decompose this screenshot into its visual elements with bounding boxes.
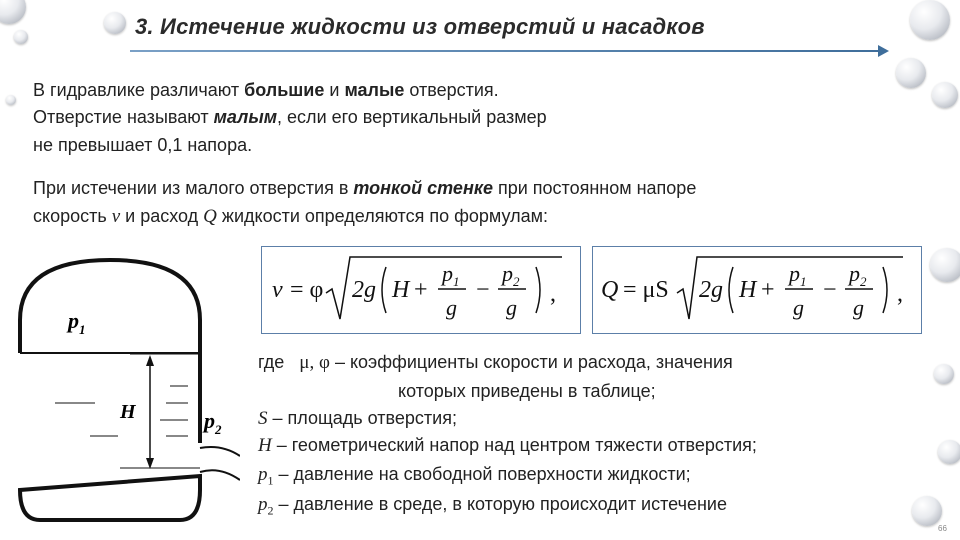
title-arrow-icon <box>878 45 889 57</box>
svg-text:g: g <box>793 295 804 320</box>
svg-text:+: + <box>414 277 428 303</box>
velocity-formula-box <box>261 246 581 334</box>
svg-text:g: g <box>853 295 864 320</box>
svg-text:2g: 2g <box>352 277 376 303</box>
legend-p2: $p_2$ – давление в среде, в которую происходит истечение <box>258 494 727 518</box>
decorative-bubble <box>104 12 126 34</box>
decorative-bubble <box>910 0 950 40</box>
intro-line-2: Отверстие называют малым, если его вертикальный размер <box>33 107 547 127</box>
svg-text:2g: 2g <box>699 277 723 303</box>
legend-head: H – геометрический напор над центром тяжести отверстия; <box>258 435 757 456</box>
title-underline <box>130 50 882 52</box>
svg-text:Q: Q <box>601 277 619 303</box>
slide-title: 3. Истечение жидкости из отверстий и насадков <box>135 14 705 39</box>
svg-text:,: , <box>897 281 903 307</box>
legend-coefficients-cont: которых приведены в таблице; <box>398 381 656 401</box>
decorative-bubble <box>934 364 954 384</box>
intro-line-3: не превышает 0,1 напора. <box>33 135 253 155</box>
decorative-bubble <box>932 82 958 108</box>
svg-text:p1: $p_1$ <box>789 261 807 289</box>
flow-line-1: При истечении из малого отверстия в тонкой стенке при постоянном напоре <box>33 178 697 198</box>
svg-text:v: v <box>272 277 283 303</box>
outflow-jet <box>200 447 240 480</box>
svg-text:,: , <box>550 281 556 307</box>
svg-text:−: − <box>476 277 490 303</box>
vessel-outline <box>20 260 200 520</box>
diagram-p1-label: $p_1$ <box>68 308 86 337</box>
svg-text:p1: $p_1$ <box>442 261 460 289</box>
svg-text:H: H <box>392 277 410 303</box>
decorative-bubble <box>930 248 960 282</box>
legend-area: S – площадь отверстия; <box>258 408 457 429</box>
svg-text:g: g <box>506 295 517 320</box>
diagram-p2-label: $p_2$ <box>204 408 222 437</box>
svg-text:p2: $p_2$ <box>502 261 520 289</box>
svg-text:g: g <box>446 295 457 320</box>
decorative-bubble <box>896 58 926 88</box>
flow-line-2: скорость v и расход Q жидкости определяются по формулам: <box>33 206 548 227</box>
intro-line-1: В гидравлике различают большие и малые отверстия. <box>33 80 499 100</box>
vessel-diagram <box>0 258 240 528</box>
decorative-bubble <box>912 496 942 526</box>
diagram-h-label: H <box>120 401 136 423</box>
flowrate-formula-box <box>592 246 922 334</box>
decorative-bubble <box>938 440 960 464</box>
page-number: 66 <box>938 524 947 533</box>
svg-text:+: + <box>761 277 775 303</box>
legend-p1: $p_1$ – давление на свободной поверхности жидкости; <box>258 464 691 488</box>
svg-text:= φ: = φ <box>290 277 324 303</box>
svg-text:H: H <box>739 277 757 303</box>
svg-text:p2: $p_2$ <box>849 261 867 289</box>
decorative-bubble <box>0 0 26 24</box>
decorative-bubble <box>6 95 16 105</box>
svg-text:= μS: = μS <box>623 277 669 303</box>
svg-text:−: − <box>823 277 837 303</box>
legend-coefficients: где μ, φ – коэффициенты скорости и расхода, значения <box>258 352 733 373</box>
decorative-bubble <box>14 30 28 44</box>
